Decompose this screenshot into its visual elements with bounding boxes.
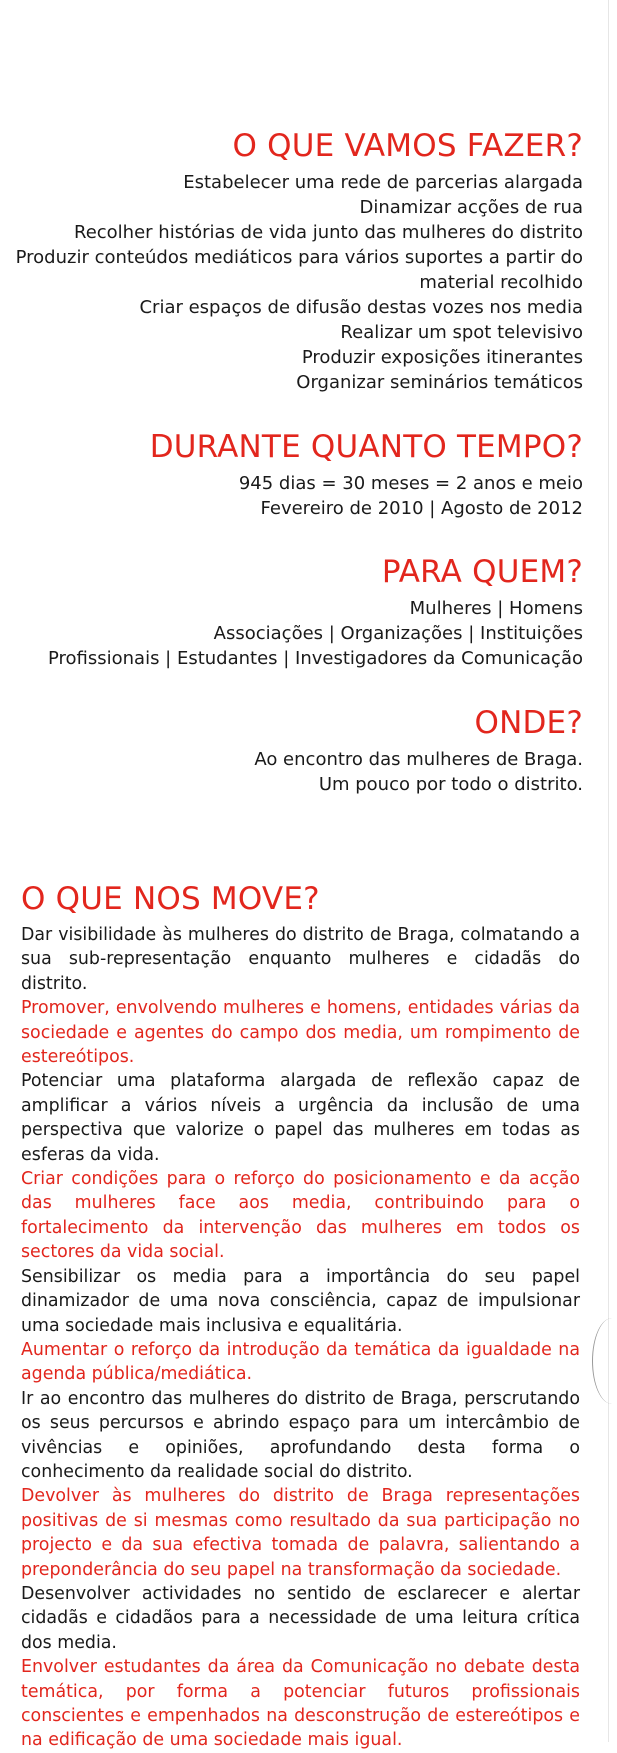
what-line: Produzir exposições itinerantes: [301, 347, 583, 368]
section-title-where: ONDE?: [474, 705, 583, 741]
what-line: Recolher histórias de vida junto das mulheres do distrito: [74, 222, 583, 243]
motivation-paragraph: Potenciar uma plataforma alargada de reflexão capaz de amplificar a vários níveis a urgência da inclusão de uma perspectiva que valorize o papel das mulheres em todas as esferas da vida.: [21, 1071, 580, 1165]
page-edge: [608, 0, 609, 1742]
motivation-paragraph: Desenvolver actividades no sentido de esclarecer e alertar cidadãs e cidadãos para a necessidade de uma leitura crítica dos media.: [21, 1583, 580, 1653]
section-what-we-will-do: [0, 128, 583, 395]
section-title-motivation: O QUE NOS MOVE?: [21, 881, 320, 917]
motivation-paragraph: Envolver estudantes da área da Comunicação no debate desta temática, por forma a potenciar futuros profissionais conscientes e empenhados na desconstrução de estereótipos e na edificação de uma sociedade mais igual.: [21, 1657, 580, 1751]
motivation-paragraph: Criar condições para o reforço do posicionamento e da acção das mulheres face aos media, contribuindo para o fortalecimento da intervenção das mulheres em todos os sectores da vida social.: [21, 1169, 580, 1263]
section-title-duration: DURANTE QUANTO TEMPO?: [149, 429, 583, 465]
what-line: Criar espaços de difusão destas vozes nos media: [139, 297, 583, 318]
what-line: Dinamizar acções de rua: [359, 197, 583, 218]
what-line: material recolhido: [419, 272, 583, 293]
motivation-paragraph: Sensibilizar os media para a importância do seu papel dinamizador de uma nova consciência, capaz de impulsionar uma sociedade mais inclusiva e equalitária.: [21, 1266, 580, 1336]
motivation-paragraph: Ir ao encontro das mulheres do distrito de Braga, perscrutando os seus percursos e abrindo espaço para um intercâmbio de vivências e opiniões, aprofundando desta forma o conhecimento da realidade social do distrito.: [21, 1388, 580, 1482]
motivation-paragraph: Promover, envolvendo mulheres e homens, entidades várias da sociedade e agentes do campo dos media, um rompimento de estereótipos.: [21, 998, 580, 1068]
audience-line: Mulheres | Homens: [409, 598, 583, 619]
where-line: Um pouco por todo o distrito.: [318, 774, 583, 795]
motivation-paragraph: Devolver às mulheres do distrito de Braga representações positivas de si mesmas como resultado da sua participação no projecto e da sua efectiva tomada de palavra, salientando a preponderância do seu papel na transformação da sociedade.: [21, 1486, 580, 1580]
motivation-paragraph: Dar visibilidade às mulheres do distrito de Braga, colmatando a sua sub-representação enquanto mulheres e cidadãs do distrito.: [21, 925, 580, 994]
section-duration: [0, 429, 583, 521]
what-line: Organizar seminários temáticos: [296, 372, 583, 393]
duration-line: 945 dias = 30 meses = 2 anos e meio: [238, 473, 583, 494]
section-audience: [0, 554, 583, 671]
what-line: Estabelecer uma rede de parcerias alargada: [183, 172, 583, 193]
motivation-paragraph: Aumentar o reforço da introdução da temática da igualdade na agenda pública/mediática.: [21, 1339, 580, 1385]
what-line: Produzir conteúdos mediáticos para vários suportes a partir do: [15, 247, 583, 268]
what-line: Realizar um spot televisivo: [340, 322, 583, 343]
section-title-what: O QUE VAMOS FAZER?: [232, 128, 583, 164]
where-line: Ao encontro das mulheres de Braga.: [254, 749, 583, 770]
section-title-audience: PARA QUEM?: [381, 554, 583, 590]
section-where: [0, 705, 583, 797]
fold-mark: [592, 1318, 617, 1404]
audience-line: Profissionais | Estudantes | Investigadores da Comunicação: [47, 648, 583, 669]
section-motivation: [21, 881, 580, 1753]
audience-line: Associações | Organizações | Instituições: [213, 623, 583, 644]
duration-line: Fevereiro de 2010 | Agosto de 2012: [260, 498, 583, 519]
